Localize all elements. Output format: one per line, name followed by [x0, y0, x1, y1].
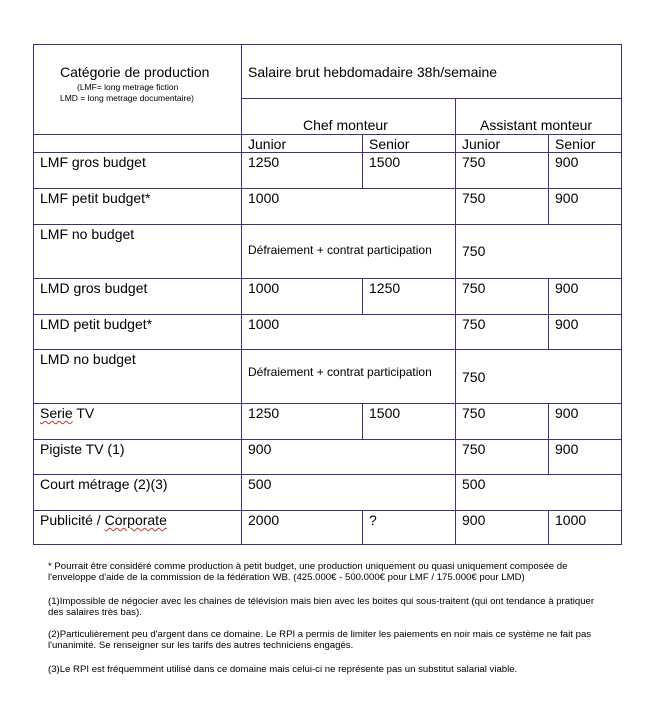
row-label-part-b: TV	[72, 405, 95, 421]
am-senior-cell: 900	[555, 280, 579, 296]
cm-cell: Défraiement + contrat participation	[248, 243, 432, 257]
am-cell: 750	[462, 369, 486, 385]
cm-cell: 1000	[248, 316, 280, 332]
category-note-1: (LMF= long metrage fiction	[77, 82, 179, 92]
cm-senior-cell: 1500	[369, 154, 401, 170]
am-senior-cell: 1000	[555, 512, 587, 528]
footnote-2: (2)Particulièrement peu d'argent dans ce domaine. Le RPI a permis de limiter les paiements en noir mais ce système ne fait pas l'unanimité. Se renseigner sur les tarifs des autres techniciens engagés.	[48, 629, 592, 652]
cm-senior-cell: 1500	[369, 405, 401, 421]
category-header: Catégorie de production	[60, 64, 210, 80]
cm-junior-cell: 1250	[248, 405, 280, 421]
am-junior-cell: 750	[462, 280, 486, 296]
footnote-star: * Pourrait être considéré comme production à petit budget, une production uniquement ou quasi uniquement composée de l'enveloppe d'aide de la commission de la fédération WB. (425.000€ - 500.000€ pour LMF / 175.000€ pour LMD)	[48, 561, 568, 584]
am-junior-cell: 750	[462, 154, 486, 170]
am-senior-cell: 900	[555, 154, 579, 170]
row-label: LMF no budget	[40, 226, 135, 242]
row-label-part-a: Publicité /	[40, 512, 105, 528]
am-junior-cell: 900	[462, 512, 486, 528]
am-junior-cell: 750	[462, 316, 486, 332]
row-label: LMF gros budget	[40, 154, 146, 170]
row-label: Court métrage (2)(3)	[40, 476, 168, 492]
am-senior-cell: 900	[555, 190, 579, 206]
cm-junior-header: Junior	[248, 136, 287, 152]
row-label: LMD no budget	[40, 351, 136, 367]
cm-senior-cell: ?	[369, 512, 377, 528]
cm-junior-cell: 1250	[248, 154, 280, 170]
cm-cell: 900	[248, 441, 272, 457]
row-label-part-a: Serie	[40, 405, 73, 421]
am-junior-cell: 750	[462, 190, 486, 206]
row-label	[40, 406, 94, 420]
cm-junior-cell: 2000	[248, 512, 280, 528]
row-label	[40, 513, 167, 527]
am-senior-cell: 900	[555, 316, 579, 332]
chef-monteur-header: Chef monteur	[303, 117, 388, 133]
cm-junior-cell: 1000	[248, 280, 280, 296]
am-senior-cell: 900	[555, 405, 579, 421]
am-senior-header: Senior	[555, 136, 596, 152]
am-cell: 750	[462, 243, 486, 259]
row-label: LMF petit budget*	[40, 190, 151, 206]
row-label-part-b: Corporate	[104, 512, 167, 528]
am-senior-cell: 900	[555, 441, 579, 457]
cm-cell: 500	[248, 476, 272, 492]
footnote-3: (3)Le RPI est fréquemment utilisé dans ce domaine mais celui-ci ne représente pas un substitut salarial viable.	[48, 664, 518, 675]
category-note-2: LMD = long metrage documentaire)	[60, 93, 194, 103]
footnote-1: (1)Impossible de négocier avec les chaines de télévision mais bien avec les boites qui sous-traitent (qui ont tendance à pratiquer des salaires très bas).	[48, 596, 595, 619]
am-junior-cell: 750	[462, 405, 486, 421]
row-label: Pigiste TV (1)	[40, 441, 125, 457]
cm-cell: Défraiement + contrat participation	[248, 365, 432, 379]
row-label: LMD gros budget	[40, 280, 148, 296]
row-label: LMD petit budget*	[40, 316, 153, 332]
salary-header: Salaire brut hebdomadaire 38h/semaine	[248, 64, 498, 80]
am-junior-header: Junior	[462, 136, 501, 152]
am-junior-cell: 750	[462, 441, 486, 457]
am-cell: 500	[462, 476, 486, 492]
cm-cell: 1000	[248, 190, 280, 206]
cm-senior-header: Senior	[369, 136, 410, 152]
assistant-monteur-header: Assistant monteur	[480, 117, 593, 133]
cm-senior-cell: 1250	[369, 280, 401, 296]
